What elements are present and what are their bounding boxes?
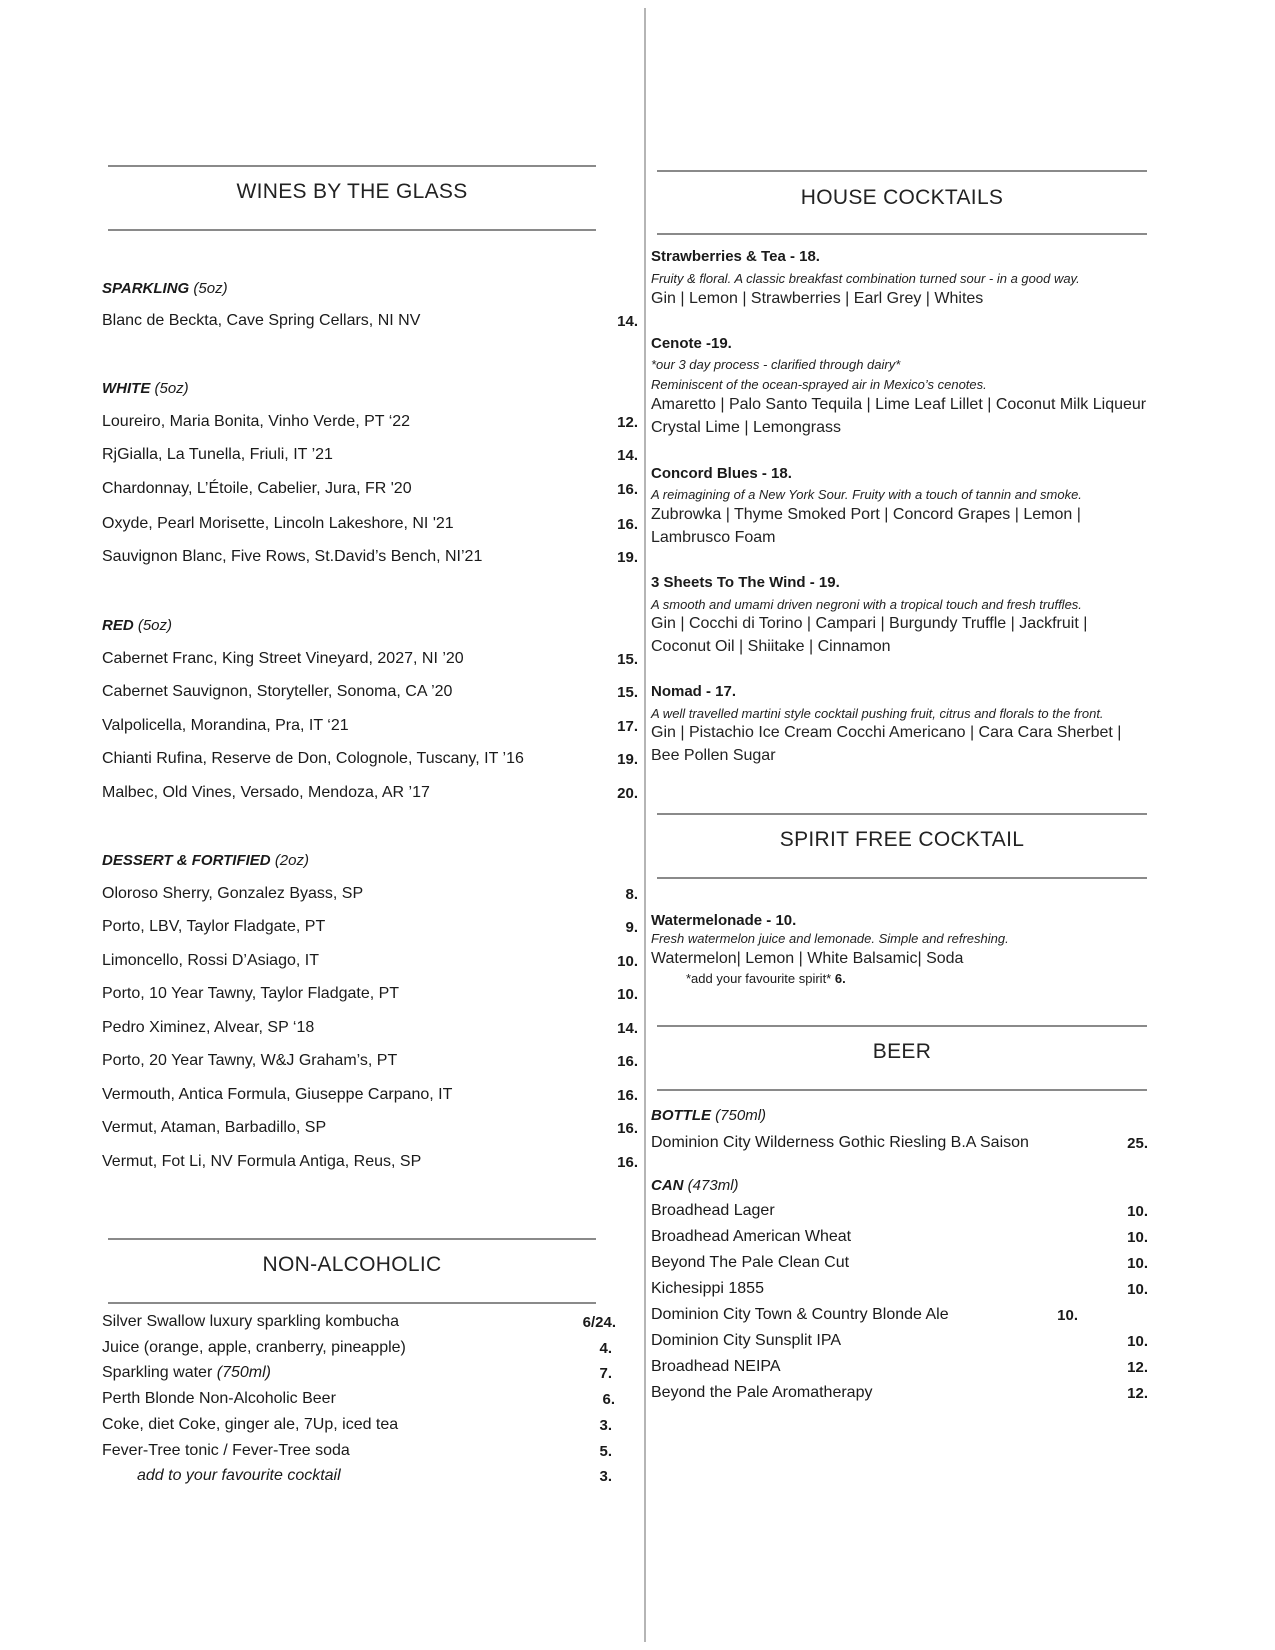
category-sparkling: SPARKLING (5oz) bbox=[102, 280, 228, 297]
wine-price: 15. bbox=[617, 684, 638, 701]
na-item: Fever-Tree tonic / Fever-Tree soda bbox=[102, 1442, 350, 1459]
na-item: Perth Blonde Non-Alcoholic Beer bbox=[102, 1390, 336, 1407]
cocktail-ingredients: Gin | Lemon | Strawberries | Earl Grey | Whites bbox=[651, 290, 984, 307]
wine-price: 10. bbox=[617, 986, 638, 1003]
na-price: 7. bbox=[599, 1365, 612, 1382]
wine-item: Porto, 10 Year Tawny, Taylor Fladgate, PT bbox=[102, 985, 400, 1002]
wine-price: 16. bbox=[617, 1154, 638, 1171]
beer-price: 10. bbox=[1127, 1333, 1148, 1350]
na-price: 5. bbox=[599, 1443, 612, 1460]
beer-item: Kichesippi 1855 bbox=[651, 1280, 764, 1297]
cocktail-description: Reminiscent of the ocean-sprayed air in Mexico’s cenotes. bbox=[651, 377, 987, 392]
wines-rule-bottom bbox=[108, 229, 596, 231]
wine-price: 16. bbox=[617, 1053, 638, 1070]
beer-item: Beyond the Pale Aromatherapy bbox=[651, 1384, 873, 1401]
cocktails-rule-top bbox=[657, 170, 1147, 172]
spirit-free-addon: *add your favourite spirit* 6. bbox=[686, 971, 846, 986]
cocktail-description: A reimagining of a New York Sour. Fruity with a touch of tannin and smoke. bbox=[651, 487, 1082, 502]
wine-price: 10. bbox=[617, 953, 638, 970]
na-addon-item: add to your favourite cocktail bbox=[137, 1467, 341, 1484]
wine-price: 14. bbox=[617, 313, 638, 330]
cocktail-name: Strawberries & Tea - 18. bbox=[651, 248, 820, 265]
na-price: 3. bbox=[599, 1417, 612, 1434]
spirit-free-ingredients: Watermelon| Lemon | White Balsamic| Soda bbox=[651, 950, 964, 967]
na-item: Coke, diet Coke, ginger ale, 7Up, iced tea bbox=[102, 1416, 399, 1433]
wine-price: 16. bbox=[617, 1120, 638, 1137]
cocktails-rule-bottom bbox=[657, 233, 1147, 235]
wine-item: Blanc de Beckta, Cave Spring Cellars, NI NV bbox=[102, 312, 421, 329]
wine-price: 19. bbox=[617, 751, 638, 768]
wine-item: Limoncello, Rossi D’Asiago, IT bbox=[102, 952, 319, 969]
wine-price: 8. bbox=[625, 886, 638, 903]
non-alcoholic-rule-top bbox=[108, 1238, 596, 1240]
spirit-free-rule-bottom bbox=[657, 877, 1147, 879]
na-item: Juice (orange, apple, cranberry, pineapple) bbox=[102, 1339, 406, 1356]
cocktail-ingredients: Amaretto | Palo Santo Tequila | Lime Leaf Lillet | Coconut Milk Liqueur bbox=[651, 396, 1147, 413]
wine-item: Sauvignon Blanc, Five Rows, St.David’s Bench, NI’21 bbox=[102, 548, 483, 565]
wine-item: Oxyde, Pearl Morisette, Lincoln Lakeshore, NI '21 bbox=[102, 515, 454, 532]
beer-item: Broadhead Lager bbox=[651, 1202, 775, 1219]
wine-item: Pedro Ximinez, Alvear, SP ‘18 bbox=[102, 1019, 315, 1036]
na-price: 6. bbox=[602, 1391, 615, 1408]
wine-item: Chardonnay, L’Étoile, Cabelier, Jura, FR '20 bbox=[102, 480, 412, 497]
na-item: Silver Swallow luxury sparkling kombucha bbox=[102, 1313, 400, 1330]
beer-category-bottle: BOTTLE (750ml) bbox=[651, 1107, 767, 1124]
beer-rule-bottom bbox=[657, 1089, 1147, 1091]
cocktail-ingredients: Crystal Lime | Lemongrass bbox=[651, 419, 841, 436]
beer-item: Beyond The Pale Clean Cut bbox=[651, 1254, 850, 1271]
beer-price: 12. bbox=[1127, 1359, 1148, 1376]
na-item: Sparkling water (750ml) bbox=[102, 1364, 271, 1381]
cocktail-description: A smooth and umami driven negroni with a tropical touch and fresh truffles. bbox=[651, 597, 1082, 612]
spirit-free-section-title: SPIRIT FREE COCKTAIL bbox=[779, 828, 1025, 851]
wine-item: Cabernet Sauvignon, Storyteller, Sonoma, CA ’20 bbox=[102, 683, 453, 700]
cocktail-name: Cenote -19. bbox=[651, 335, 732, 352]
cocktail-ingredients: Coconut Oil | Shiitake | Cinnamon bbox=[651, 638, 891, 655]
wine-item: Vermut, Fot Li, NV Formula Antiga, Reus, SP bbox=[102, 1153, 422, 1170]
beer-section-title: BEER bbox=[872, 1040, 932, 1063]
beer-item: Dominion City Sunsplit IPA bbox=[651, 1332, 841, 1349]
beer-item: Broadhead NEIPA bbox=[651, 1358, 781, 1375]
category-dessert-fortified: DESSERT & FORTIFIED (2oz) bbox=[102, 852, 309, 869]
non-alcoholic-rule-bottom bbox=[108, 1302, 596, 1304]
na-price: 6/24. bbox=[582, 1314, 616, 1331]
na-price: 3. bbox=[599, 1468, 612, 1485]
cocktail-ingredients: Gin | Cocchi di Torino | Campari | Burgundy Truffle | Jackfruit | bbox=[651, 615, 1088, 632]
beer-price: 12. bbox=[1127, 1385, 1148, 1402]
wines-rule-top bbox=[108, 165, 596, 167]
cocktail-description: *our 3 day process - clarified through dairy* bbox=[651, 357, 901, 372]
beer-rule-top bbox=[657, 1025, 1147, 1027]
cocktail-ingredients: Lambrusco Foam bbox=[651, 529, 776, 546]
wine-item: Loureiro, Maria Bonita, Vinho Verde, PT ‘22 bbox=[102, 413, 411, 430]
cocktail-ingredients: Gin | Pistachio Ice Cream Cocchi Americano | Cara Cara Sherbet | bbox=[651, 724, 1122, 741]
beer-price: 10. bbox=[1057, 1307, 1078, 1324]
wine-price: 16. bbox=[617, 481, 638, 498]
spirit-free-rule-top bbox=[657, 813, 1147, 815]
wine-price: 14. bbox=[617, 447, 638, 464]
beer-category-can: CAN (473ml) bbox=[651, 1177, 739, 1194]
non-alcoholic-section-title: NON-ALCOHOLIC bbox=[262, 1253, 442, 1276]
spirit-free-description: Fresh watermelon juice and lemonade. Simple and refreshing. bbox=[651, 931, 1009, 946]
cocktail-description: A well travelled martini style cocktail pushing fruit, citrus and florals to the front. bbox=[651, 706, 1104, 721]
column-divider bbox=[644, 8, 646, 1642]
wine-item: Oloroso Sherry, Gonzalez Byass, SP bbox=[102, 885, 364, 902]
beer-item: Broadhead American Wheat bbox=[651, 1228, 852, 1245]
na-price: 4. bbox=[599, 1340, 612, 1357]
wine-item: Vermut, Ataman, Barbadillo, SP bbox=[102, 1119, 327, 1136]
beer-price: 10. bbox=[1127, 1255, 1148, 1272]
wine-price: 12. bbox=[617, 414, 638, 431]
spirit-free-name: Watermelonade - 10. bbox=[651, 912, 797, 929]
wine-item: Valpolicella, Morandina, Pra, IT ‘21 bbox=[102, 717, 349, 734]
cocktails-section-title: HOUSE COCKTAILS bbox=[800, 186, 1004, 209]
category-white: WHITE (5oz) bbox=[102, 380, 189, 397]
cocktail-ingredients: Bee Pollen Sugar bbox=[651, 747, 776, 764]
cocktail-name: Concord Blues - 18. bbox=[651, 465, 792, 482]
cocktail-description: Fruity & floral. A classic breakfast combination turned sour - in a good way. bbox=[651, 271, 1080, 286]
wine-price: 17. bbox=[617, 718, 638, 735]
wine-price: 9. bbox=[625, 919, 638, 936]
wine-price: 14. bbox=[617, 1020, 638, 1037]
cocktail-name: Nomad - 17. bbox=[651, 683, 737, 700]
cocktail-name: 3 Sheets To The Wind - 19. bbox=[651, 574, 840, 591]
beer-item: Dominion City Town & Country Blonde Ale bbox=[651, 1306, 949, 1323]
wine-price: 16. bbox=[617, 1087, 638, 1104]
cocktail-ingredients: Zubrowka | Thyme Smoked Port | Concord Grapes | Lemon | bbox=[651, 506, 1081, 523]
beer-price: 10. bbox=[1127, 1203, 1148, 1220]
wine-item: Cabernet Franc, King Street Vineyard, 2027, NI ’20 bbox=[102, 650, 464, 667]
wines-section-title: WINES BY THE GLASS bbox=[236, 180, 468, 203]
wine-price: 15. bbox=[617, 651, 638, 668]
beer-price: 10. bbox=[1127, 1281, 1148, 1298]
wine-item: RjGialla, La Tunella, Friuli, IT ’21 bbox=[102, 446, 333, 463]
wine-item: Chianti Rufina, Reserve de Don, Colognole, Tuscany, IT ’16 bbox=[102, 750, 524, 767]
wine-price: 19. bbox=[617, 549, 638, 566]
wine-item: Porto, LBV, Taylor Fladgate, PT bbox=[102, 918, 326, 935]
wine-price: 16. bbox=[617, 516, 638, 533]
wine-item: Vermouth, Antica Formula, Giuseppe Carpano, IT bbox=[102, 1086, 453, 1103]
beer-item: Dominion City Wilderness Gothic Riesling B.A Saison bbox=[651, 1134, 1029, 1151]
wine-price: 20. bbox=[617, 785, 638, 802]
beer-price: 10. bbox=[1127, 1229, 1148, 1246]
category-red: RED (5oz) bbox=[102, 617, 173, 634]
beer-price: 25. bbox=[1127, 1135, 1148, 1152]
wine-item: Porto, 20 Year Tawny, W&J Graham’s, PT bbox=[102, 1052, 398, 1069]
wine-item: Malbec, Old Vines, Versado, Mendoza, AR ’17 bbox=[102, 784, 430, 801]
